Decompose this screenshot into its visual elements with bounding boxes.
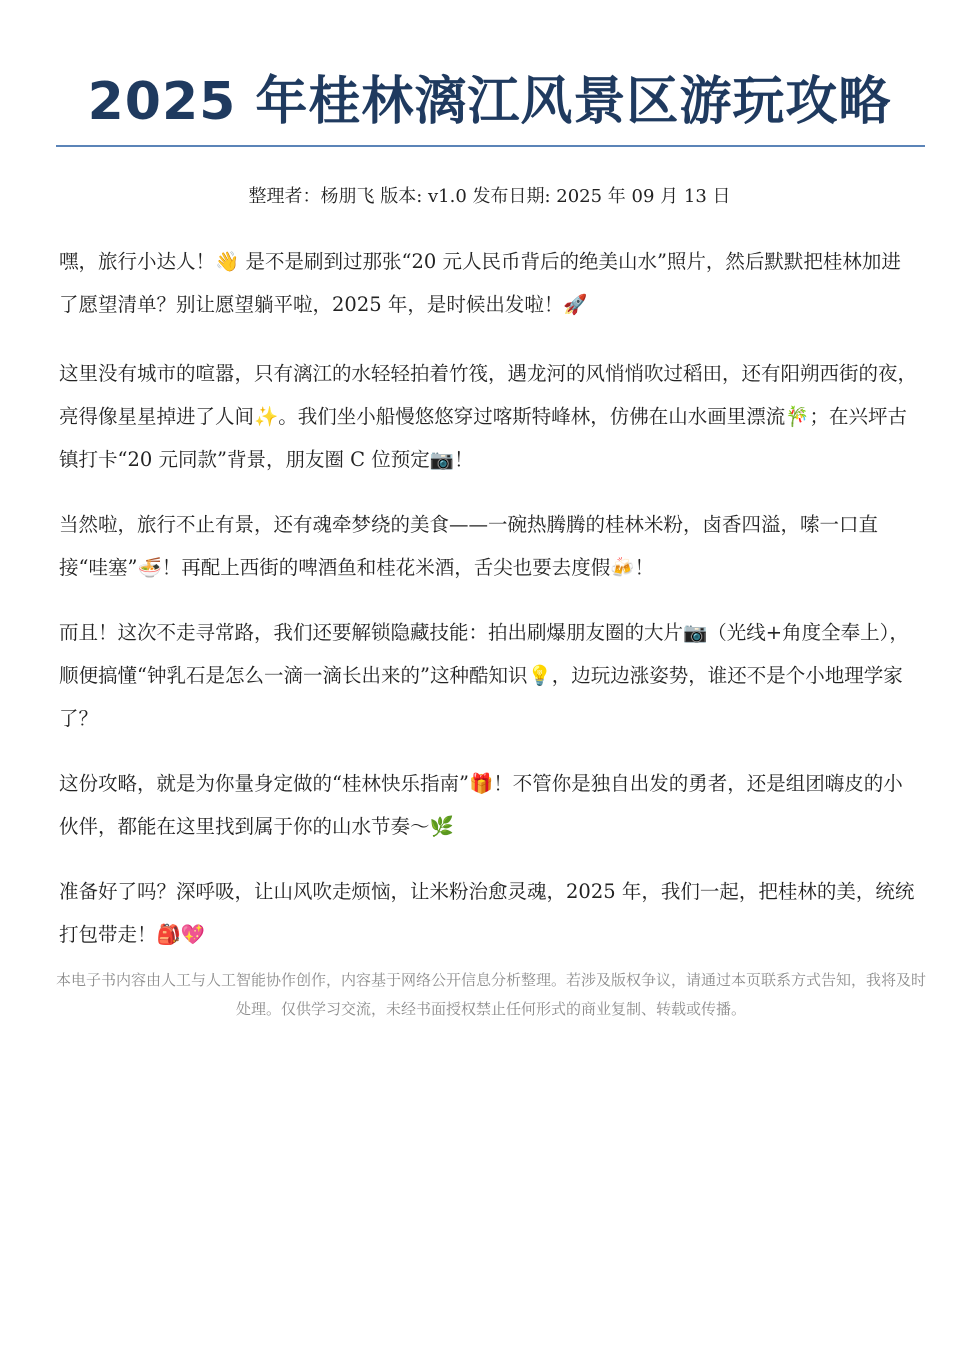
paragraph-intro: 嘿，旅行小达人！👋 是不是刷到过那张“20 元人民币背后的绝美山水”照片，然后默默把桂林加进了愿望清单？别让愿望躺平啦，2025 年，是时候出发啦！🚀 bbox=[59, 250, 901, 316]
article-body bbox=[59, 240, 919, 978]
copyright-notice: 本电子书内容由人工与人工智能协作创作，内容基于网络公开信息分析整理。若涉及版权争议，请通过本页联系方式告知，我将及时处理。仅供学习交流，未经书面授权禁止任何形式的商业复制、转载或传播。 bbox=[56, 971, 927, 1018]
paragraph-scenery: 这里没有城市的喧嚣，只有漓江的水轻轻拍着竹筏，遇龙河的风悄悄吹过稻田，还有阳朔西街的夜，亮得像星星掉进了人间✨。我们坐小船慢悠悠穿过喀斯特峰林，仿佛在山水画里漂流🎋；在兴坪古镇打卡“20 元同款”背景，朋友圈 C 位预定📷！ bbox=[59, 362, 918, 471]
document-meta: 整理者：杨朋飞 版本: v1.0 发布日期: 2025 年 09 月 13 日 bbox=[248, 186, 731, 207]
paragraph-guide: 这份攻略，就是为你量身定做的“桂林快乐指南”🎁！不管你是独自出发的勇者，还是组团嗨皮的小伙伴，都能在这里找到属于你的山水节奏～🌿 bbox=[59, 772, 903, 838]
paragraph-food: 当然啦，旅行不止有景，还有魂牵梦绕的美食——一碗热腾腾的桂林米粉，卤香四溢，嗦一口直接“哇塞”🍜！再配上西街的啤酒鱼和桂花米酒，舌尖也要去度假🍻！ bbox=[59, 513, 879, 579]
page-title: 2025 年桂林漓江风景区游玩攻略 bbox=[87, 72, 892, 132]
paragraph-closing: 准备好了吗？深呼吸，让山风吹走烦恼，让米粉治愈灵魂，2025 年，我们一起，把桂林的美，统统打包带走！🎒💖 bbox=[59, 880, 915, 946]
paragraph-skills: 而且！这次不走寻常路，我们还要解锁隐藏技能：拍出刷爆朋友圈的大片📷（光线+角度全奉上），顺便搞懂“钟乳石是怎么一滴一滴长出来的”这种酷知识💡，边玩边涨姿势，谁还不是个小地理学家了？ bbox=[59, 621, 909, 730]
title-divider bbox=[56, 145, 925, 147]
